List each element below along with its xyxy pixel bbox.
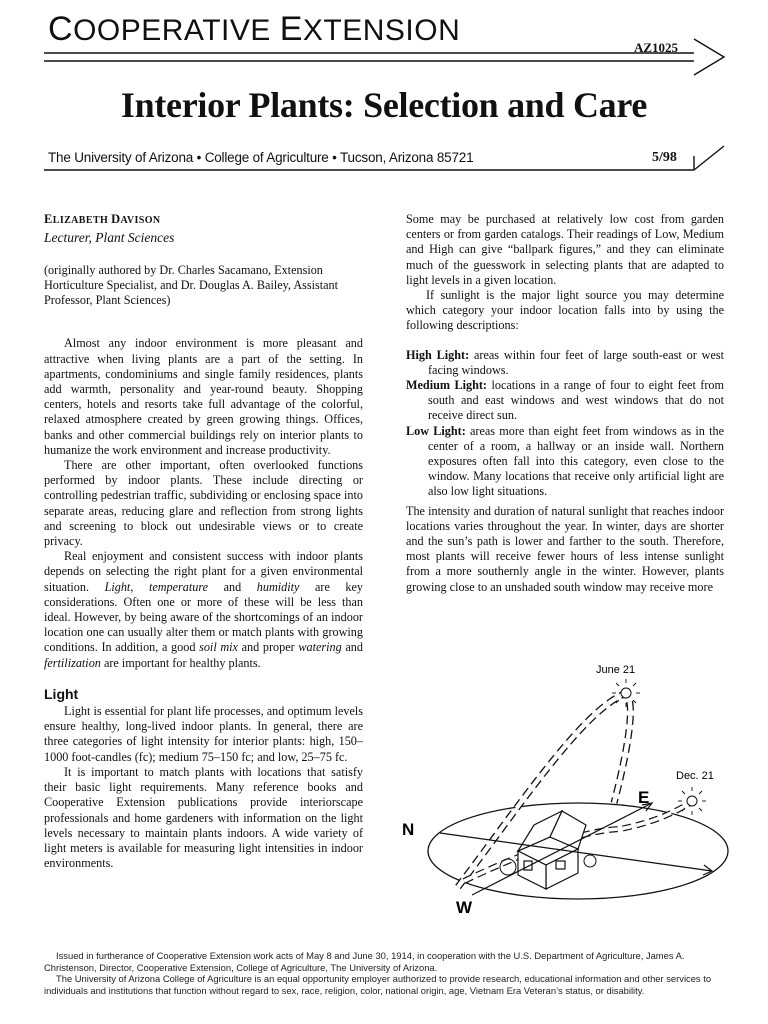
p3-text-e: and proper bbox=[237, 640, 299, 655]
meter-paragraph: Some may be purchased at relatively low cost from garden centers or from garden catalogs. Their readings of Low, Medium and High can give “ballpark figures,” and they can eliminate much of the guesswork in selecting plants that are adapted to light levels in a given location. bbox=[406, 212, 724, 287]
p3-term-fertilization: fertilization bbox=[44, 655, 101, 670]
author-first-rest: LIZABETH bbox=[52, 215, 112, 226]
seasonal-paragraph: The intensity and duration of natural sunlight that reaches indoor locations varies throughout the year. In winter, days are shorter and the sun’s path is lower and farther to the south. Therefore, most plants will receive fewer hours of less intense sunlight from a more southernly angle in the winter. However, plants growing close to an unshaded south window may receive more bbox=[406, 503, 724, 594]
p3-text-f: and bbox=[341, 640, 363, 655]
term-low-light: Low Light: bbox=[406, 423, 466, 438]
light-paragraph-1: Light is essential for plant life processes, and optimum levels ensure healthy, long-lived indoor plants. In general, there are three categories of light intensity for interior plants: high, 150–1000 foot-candles (fc); medium 75–150 fc; and low, 25–75 fc. bbox=[44, 704, 363, 764]
p3-text-a: Real enjoyment and consistent success with indoor plants depends on selecting the right plant for a given environmental situation. bbox=[44, 549, 363, 594]
label-june-21: June 21 bbox=[596, 664, 636, 676]
p3-term-soil-mix: soil mix bbox=[199, 640, 238, 655]
def-low-light-text: areas more than eight feet from windows as in the center of a room, a hallway or an inside wall. Northern exposures often fall into this category, even close to the window. Many locations that receive only artificial light are also low light situations. bbox=[428, 423, 724, 499]
university-line: The University of Arizona • College of Agriculture • Tucson, Arizona 85721 bbox=[48, 150, 474, 165]
author-role: Lecturer, Plant Sciences bbox=[44, 230, 175, 246]
p3-text-g: are important for healthy plants. bbox=[100, 655, 261, 670]
def-high-light bbox=[406, 348, 724, 378]
brand-initial-c: C bbox=[48, 10, 74, 48]
def-low-light bbox=[406, 424, 724, 500]
right-column bbox=[406, 212, 724, 595]
author-initial-first: E bbox=[44, 212, 53, 226]
label-dec-21: Dec. 21 bbox=[676, 770, 714, 782]
def-medium-light bbox=[406, 378, 724, 424]
winter-sun-icon bbox=[678, 787, 706, 815]
brand-initial-e: E bbox=[279, 10, 303, 48]
summer-sun-icon bbox=[612, 679, 640, 707]
left-column bbox=[44, 212, 363, 871]
author-last-rest: AVISON bbox=[120, 215, 161, 226]
house-icon bbox=[518, 811, 586, 889]
page-title: Interior Plants: Selection and Care bbox=[120, 85, 648, 125]
footer-line-2: The University of Arizona College of Agriculture is an equal opportunity employer authorized to provide research, educational information and other services to individuals and institutions that function without regard to sex, race, religion, color, national origin, age, Vietnam Era Veteran’s status, or disability. bbox=[44, 973, 712, 996]
publication-code: AZ1025 bbox=[634, 40, 679, 55]
term-medium-light: Medium Light: bbox=[406, 378, 487, 393]
p3-term-watering: watering bbox=[298, 640, 342, 655]
footer-notice bbox=[44, 950, 732, 996]
label-west: W bbox=[456, 898, 473, 917]
intro-paragraph-3 bbox=[44, 549, 363, 671]
def-high-light-text: areas within four feet of large south-east or west facing windows. bbox=[428, 347, 724, 377]
label-east: E bbox=[638, 788, 650, 807]
p3-text-b: , bbox=[130, 579, 149, 594]
publication-date: 5/98 bbox=[652, 150, 677, 165]
intro-paragraph-1: Almost any indoor environment is more pleasant and attractive when living plants are a part of the setting. In apartments, condominiums and single family residences, plants add warmth, personality and year-round beauty. Shopping centers, hotels and resorts take full advantage of the colorful, relaxed atmosphere created by green growing things. Offices, banks and other commercial buildings rely on interior plants to humanize the work environment and increase productivity. bbox=[44, 336, 363, 457]
section-heading-light: Light bbox=[44, 685, 79, 702]
brand-word-1: OOPERATIVE bbox=[73, 14, 280, 47]
author-initial-last: D bbox=[111, 212, 121, 226]
sun-path-figure bbox=[400, 655, 730, 917]
p3-text-d: are key considerations. Often one or more of these will be less than ideal. However, by being aware of the shortcomings of an indoor location one can usually alter them or match plants with growing conditions. In addition, a good bbox=[44, 579, 363, 655]
def-medium-light-text: locations in a range of four to eight feet from south and east windows and west windows that do not receive direct sun. bbox=[428, 378, 725, 423]
p3-term-temperature: temperature bbox=[148, 579, 209, 594]
author-name bbox=[44, 212, 363, 228]
light-paragraph-2: It is important to match plants with locations that satisfy their basic light requirements. Many reference books and Cooperative Extension publications provide interiorscape professionals and home gardeners with information on the light levels necessary to maintain plants indoors. A wide variety of light meters is available for measuring light intensities in indoor environments. bbox=[44, 764, 363, 871]
p3-term-light: Light bbox=[104, 579, 131, 594]
sunlight-paragraph: If sunlight is the major light source you may determine which category your indoor location falls into by using the following descriptions: bbox=[406, 288, 724, 333]
author-note: (originally authored by Dr. Charles Sacamano, Extension Horticulture Specialist, and Dr. Douglas A. Bailey, Assistant Professor, Plant Sciences) bbox=[44, 263, 339, 308]
term-high-light: High Light: bbox=[406, 347, 470, 362]
intro-paragraph-2: There are other important, often overlooked functions performed by indoor plants. These include directing or controlling pedestrian traffic, subdividing or enclosing space into separate areas, reducing glare and reflection from strong lights and screening to block out undesirable views or to create privacy. bbox=[44, 458, 363, 549]
brand-word-2: XTENSION bbox=[302, 14, 461, 47]
p3-text-c: and bbox=[208, 579, 257, 594]
label-north: N bbox=[402, 820, 415, 839]
p3-term-humidity: humidity bbox=[256, 579, 300, 594]
footer-line-1: Issued in furtherance of Cooperative Extension work acts of May 8 and June 30, 1914, in cooperation with the U.S. Department of Agriculture, James A. Christenson, Director, Cooperative Extension, College of Agriculture, The University of Arizona. bbox=[44, 950, 685, 973]
